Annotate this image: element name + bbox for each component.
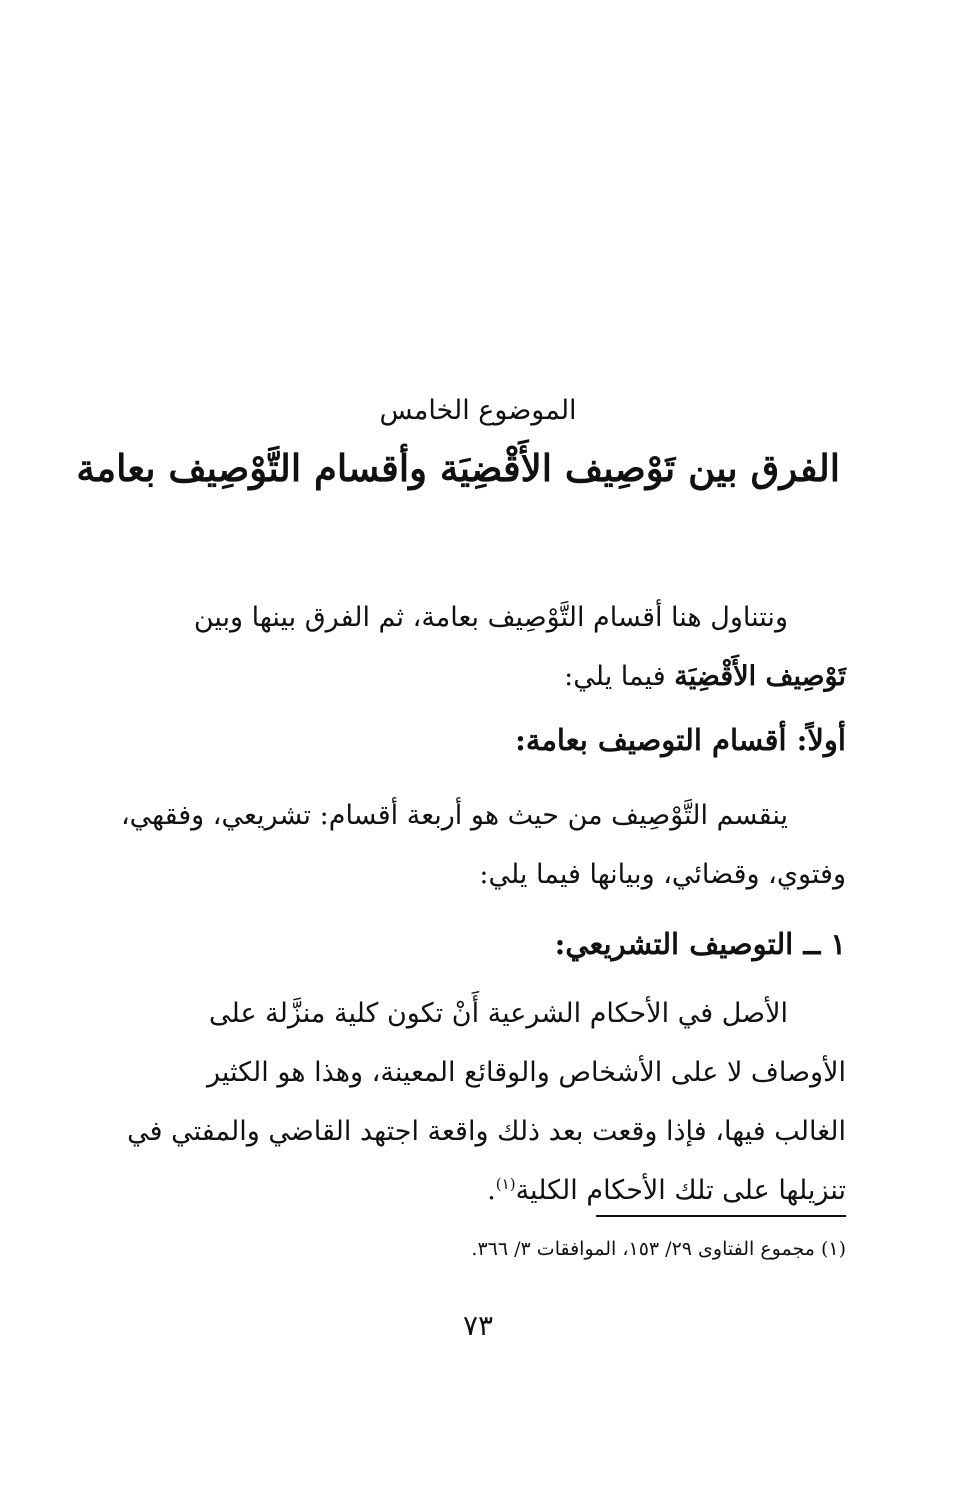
- section-line-1: ينقسم التَّوْصِيف من حيث هو أربعة أقسام: تشريعي، وفقهي،: [120, 800, 788, 831]
- item-paragraph: [127, 984, 846, 1220]
- intro-bold-term: تَوْصِيف الأَقْضِيَة: [674, 661, 846, 692]
- item-heading: ١ ــ التوصيف التشريعي:: [554, 927, 846, 961]
- chapter-title: الفرق بين تَوْصِيف الأَقْضِيَة وأقسام التَّوْصِيف بعامة: [76, 446, 840, 490]
- item-line-4-end: .: [487, 1175, 496, 1206]
- footnote-reference: (١): [495, 1175, 516, 1193]
- item-line-4: [146, 1161, 846, 1220]
- item-line-1: الأصل في الأحكام الشرعية أَنْ تكون كلية منزَّلة على: [209, 998, 788, 1029]
- section-paragraph: [120, 786, 846, 904]
- page-number: ٧٣: [462, 1309, 494, 1342]
- section-heading: أولاً: أقسام التوصيف بعامة:: [515, 723, 846, 757]
- intro-paragraph: [146, 588, 846, 706]
- topic-label: الموضوع الخامس: [379, 395, 577, 426]
- intro-line-2-rest: فيما يلي:: [564, 661, 675, 692]
- intro-line-2: [146, 647, 846, 706]
- item-line-4-text: تنزيلها على تلك الأحكام الكلية: [515, 1175, 846, 1206]
- section-line-2: وفتوي، وقضائي، وبيانها فيما يلي:: [479, 859, 846, 890]
- item-line-2: الأوصاف لا على الأشخاص والوقائع المعينة، وهذا هو الكثير: [206, 1057, 846, 1088]
- footnote-text: (١) مجموع الفتاوى ٢٩/ ١٥٣، الموافقات ٣/ ٣٦٦.: [471, 1238, 846, 1260]
- intro-line-1: ونتناول هنا أقسام التَّوْصِيف بعامة، ثم الفرق بينها وبين: [193, 602, 788, 633]
- item-line-3: الغالب فيها، فإذا وقعت بعد ذلك واقعة اجتهد القاضي والمفتي في: [127, 1116, 846, 1147]
- footnote-divider: [596, 1215, 846, 1217]
